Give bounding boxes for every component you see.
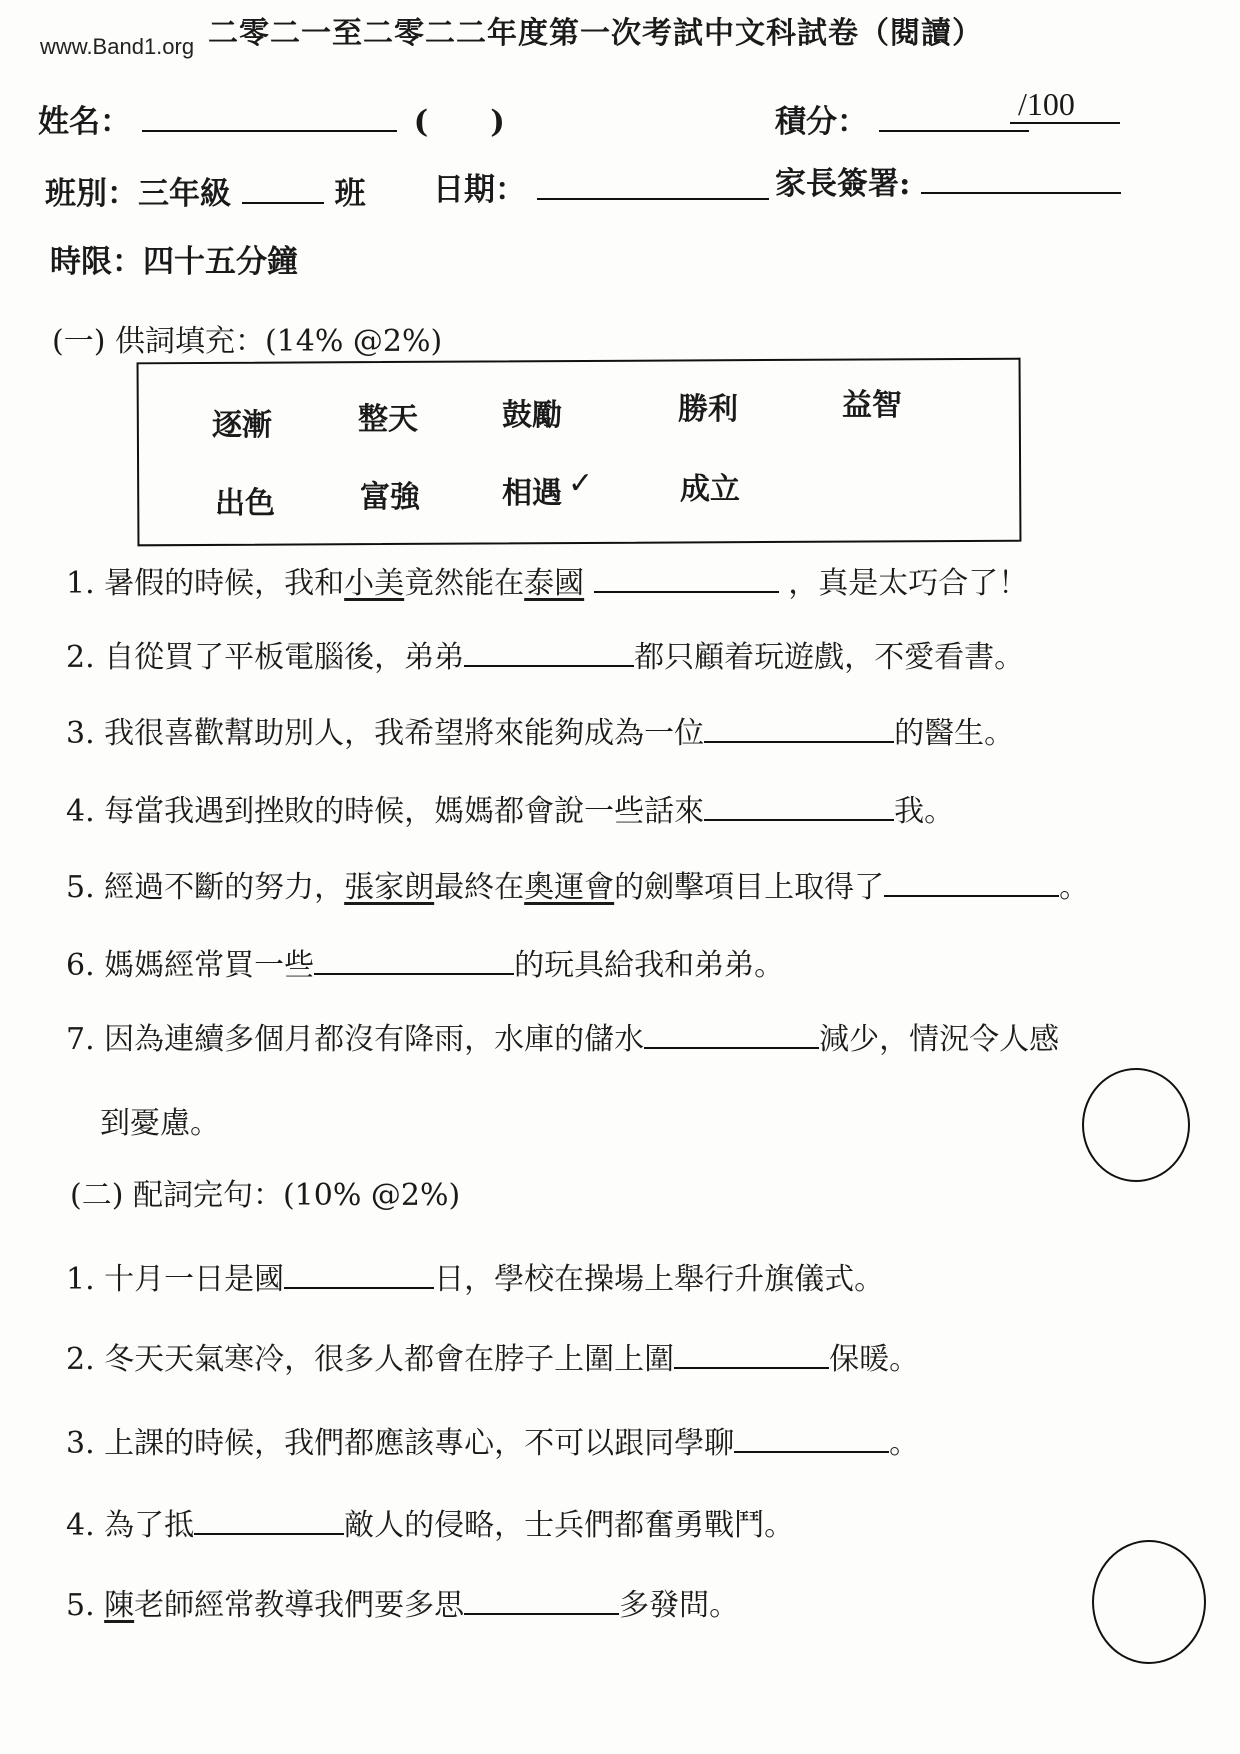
- answer-blank[interactable]: [594, 590, 779, 593]
- answer-blank[interactable]: [314, 972, 514, 975]
- class-field-row: [45, 168, 366, 213]
- time-limit: 時限：四十五分鐘: [50, 244, 298, 280]
- section2-score-circle[interactable]: [1092, 1540, 1206, 1664]
- date-label: 日期：: [433, 172, 526, 208]
- s2-question-4: 4. 為了抵 敵人的侵略，士兵們都奮勇戰鬥。: [66, 1508, 795, 1543]
- s1-question-6: 6. 媽媽經常買一些 的玩具給我和弟弟。: [66, 948, 785, 983]
- section2-heading: (二) 配詞完句：(10% @2%): [70, 1178, 461, 1213]
- word-bank-item: 鼓勵: [502, 398, 562, 433]
- score-blank[interactable]: [879, 129, 1029, 132]
- class-suffix: 班: [334, 176, 366, 212]
- score-total: /100: [1018, 86, 1075, 122]
- s1-question-1: 1. 暑假的時候，我和小美竟然能在泰國 ，真是太巧合了！: [66, 566, 1029, 601]
- parent-signature-blank[interactable]: [921, 191, 1121, 194]
- tick-mark: ✓: [568, 466, 594, 501]
- answer-blank[interactable]: [674, 1366, 829, 1369]
- name-field-row: [38, 96, 505, 141]
- word-bank-item: 益智: [842, 388, 902, 423]
- s2-question-1: 1. 十月一日是國 日，學校在操場上舉行升旗儀式。: [66, 1262, 885, 1297]
- section1-score-circle[interactable]: [1082, 1068, 1190, 1182]
- word-bank-item: 勝利: [678, 392, 738, 427]
- s1-question-4: 4. 每當我遇到挫敗的時候，媽媽都會說一些話來 我。: [66, 794, 955, 829]
- answer-blank[interactable]: [644, 1046, 819, 1049]
- s1-question-2: 2. 自從買了平板電腦後，弟弟 都只顧着玩遊戲，不愛看書。: [66, 640, 1025, 675]
- s1-question-7-continued: 到憂慮。: [100, 1106, 220, 1141]
- class-number-paren: ( ): [413, 104, 505, 140]
- word-bank-item: 整天: [358, 402, 418, 437]
- word-bank-item: 相遇: [502, 476, 562, 511]
- class-blank[interactable]: [242, 201, 324, 204]
- answer-blank[interactable]: [284, 1286, 434, 1289]
- score-label: 積分：: [775, 104, 868, 140]
- date-field-row: [433, 164, 769, 209]
- word-bank-item: 出色: [215, 486, 275, 521]
- answer-blank[interactable]: [734, 1450, 889, 1453]
- s1-question-7: 7. 因為連續多個月都沒有降雨，水庫的儲水 減少，情況令人感: [66, 1022, 1060, 1057]
- word-bank-item: 逐漸: [212, 408, 272, 443]
- answer-blank[interactable]: [464, 664, 634, 667]
- date-blank[interactable]: [537, 197, 769, 200]
- answer-blank[interactable]: [194, 1532, 344, 1535]
- s2-question-3: 3. 上課的時候，我們都應該專心，不可以跟同學聊 。: [66, 1426, 920, 1461]
- parent-signature-row: [775, 158, 1121, 203]
- name-label: 姓名：: [38, 104, 131, 140]
- s1-question-5: 5. 經過不斷的努力，張家朗最終在奧運會的劍擊項目上取得了 。: [66, 870, 1090, 905]
- parent-signature-label: 家長簽署:: [775, 166, 911, 202]
- s1-question-3: 3. 我很喜歡幫助別人，我希望將來能夠成為一位 的醫生。: [66, 716, 1015, 751]
- s2-question-2: 2. 冬天天氣寒冷，很多人都會在脖子上圍上圍 保暖。: [66, 1342, 920, 1377]
- exam-title: 二零二一至二零二二年度第一次考試中文科試卷（閱讀）: [208, 16, 983, 51]
- section1-heading: (一) 供詞填充：(14% @2%): [52, 324, 443, 359]
- score-field-row: [775, 96, 1029, 141]
- answer-blank[interactable]: [884, 894, 1059, 897]
- answer-blank[interactable]: [704, 740, 894, 743]
- word-bank-item: 成立: [680, 472, 740, 507]
- s2-question-5: 5. 陳老師經常教導我們要多思 多發問。: [66, 1588, 740, 1623]
- name-blank[interactable]: [142, 129, 397, 132]
- score-underline: [1010, 122, 1120, 124]
- class-label: 班別：三年級: [45, 176, 231, 212]
- answer-blank[interactable]: [464, 1612, 619, 1615]
- word-bank-item: 富強: [360, 480, 420, 515]
- watermark-text: www.Band1.org: [40, 34, 195, 59]
- answer-blank[interactable]: [704, 818, 894, 821]
